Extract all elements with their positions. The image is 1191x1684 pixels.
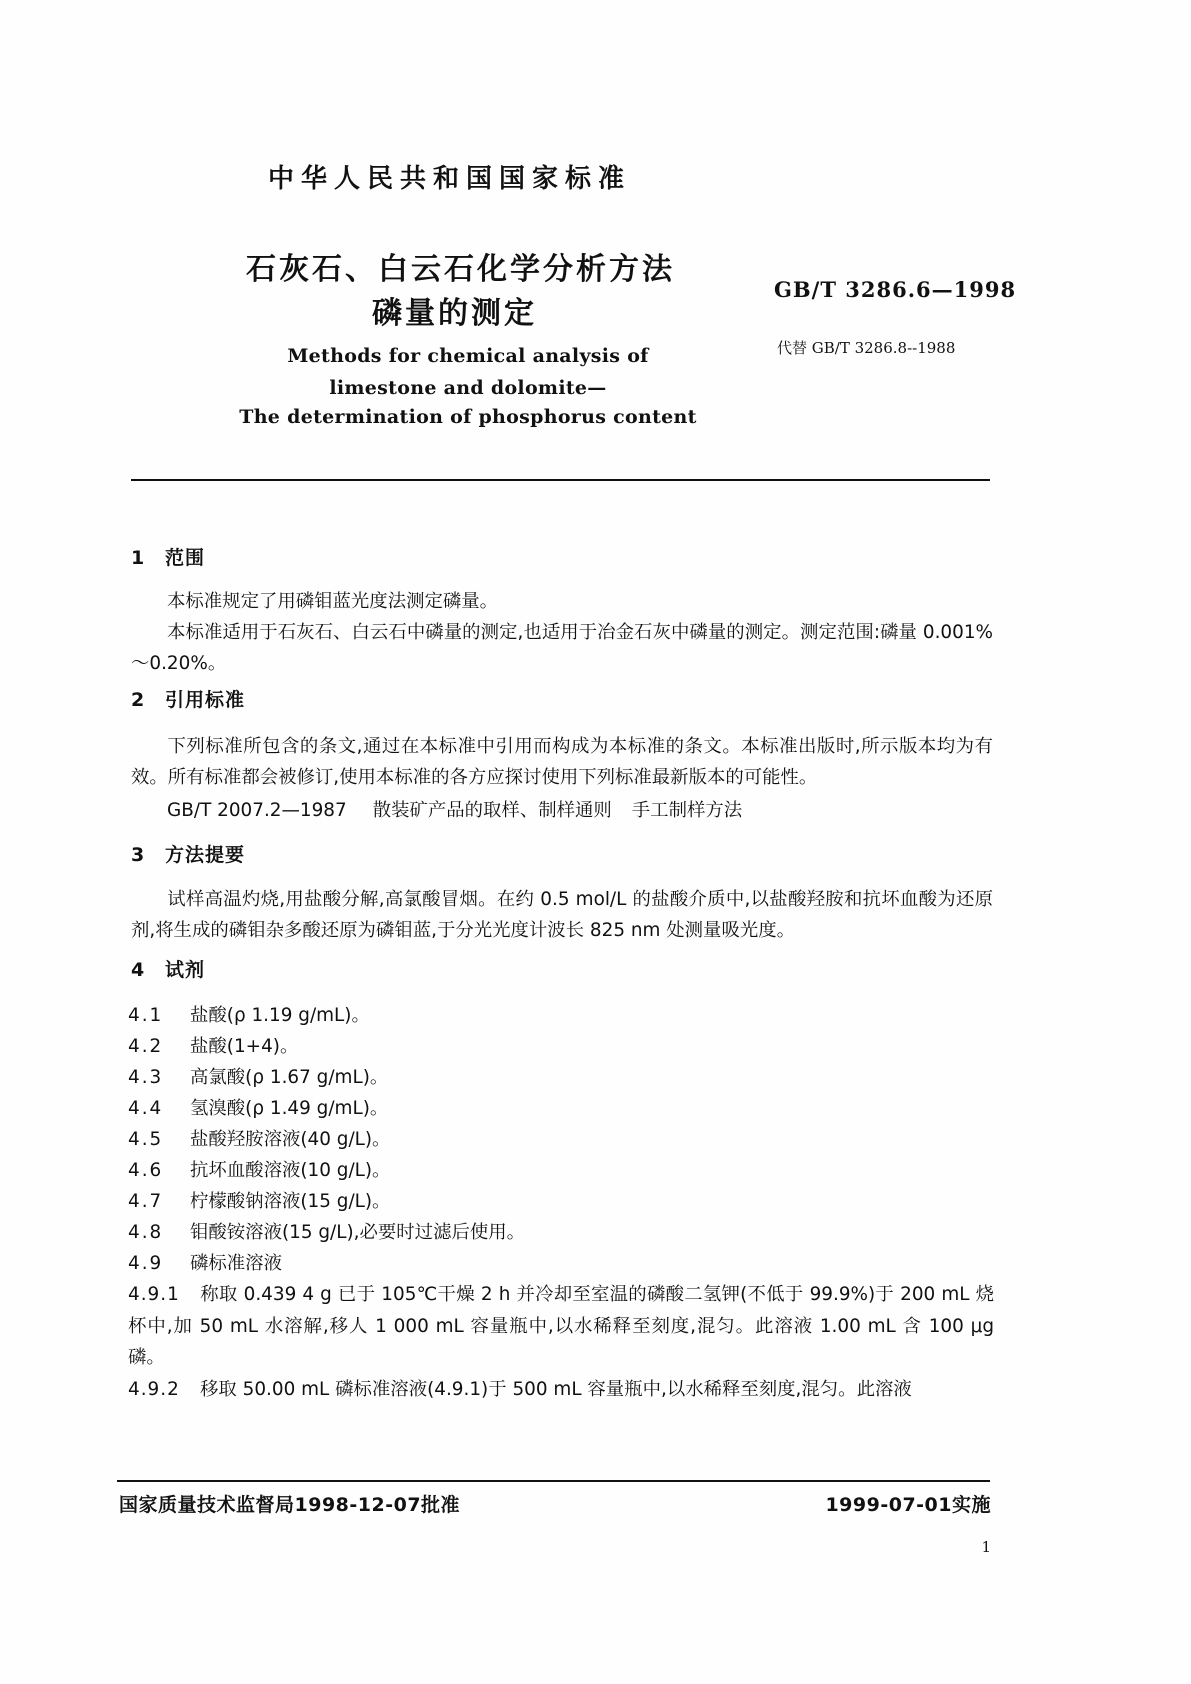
section-number-2: 2 [131,689,146,711]
reagent-item [128,1093,994,1124]
reagent-number: 4.3 [128,1067,164,1088]
section-number-1: 1 [131,547,146,569]
reagent-number: 4.8 [128,1222,164,1243]
reagent-number: 4.1 [128,1005,164,1026]
document-title-cn-line1: 石灰石、白云石化学分析方法 [246,252,675,287]
page-number: 1 [981,1538,991,1556]
section-3-paragraph-1 [131,884,993,946]
reagent-item [128,1155,994,1186]
paragraph-text: 下列标准所包含的条文,通过在本标准中引用而构成为本标准的条文。本标准出版时,所示版本均为有效。所有标准都会被修订,使用本标准的各方应探讨使用下列标准最新版本的可能性。 [131,736,993,788]
reagent-text: 盐酸(ρ 1.19 g/mL)。 [190,1005,370,1026]
reagent-item [128,1217,994,1248]
implementation-date-text: 1999-07-01实施 [825,1494,991,1516]
reagent-item [128,1031,994,1062]
reagent-subitem-4-9-1 [128,1279,994,1374]
section-number-4: 4 [131,959,146,981]
reagent-number: 4.9.2 [128,1379,180,1400]
referenced-standard-subtitle: 手工制样方法 [631,800,743,821]
reagent-text: 盐酸羟胺溶液(40 g/L)。 [190,1129,391,1150]
national-standard-label: 中华人民共和国国家标准 [268,164,632,194]
reagent-subitem-4-9-2 [128,1374,994,1406]
replaces-standard-note: 代替 GB/T 3286.8--1988 [777,339,956,357]
section-title-4: 试剂 [165,959,206,981]
reagent-text: 抗坏血酸溶液(10 g/L)。 [190,1160,391,1181]
section-heading-1 [131,543,205,570]
reagent-number: 4.2 [128,1036,164,1057]
header-divider-rule [131,479,990,481]
footer-divider-rule [117,1480,990,1482]
document-title-en-line2: limestone and dolomite— [329,377,607,399]
approval-authority-text: 国家质量技术监督局1998-12-07批准 [119,1494,461,1516]
reagent-text: 钼酸铵溶液(15 g/L),必要时过滤后使用。 [190,1222,526,1243]
section-number-3: 3 [131,844,146,866]
section-1-paragraph-2 [131,617,993,679]
reagent-text: 移取 50.00 mL 磷标准溶液(4.9.1)于 500 mL 容量瓶中,以水稀释至刻度,混匀。此溶液 [200,1379,912,1400]
reagent-number: 4.5 [128,1129,164,1150]
reagent-text: 盐酸(1+4)。 [190,1036,299,1057]
reagent-number: 4.7 [128,1191,164,1212]
reagent-number: 4.4 [128,1098,164,1119]
reagent-item [128,1124,994,1155]
reagent-number: 4.6 [128,1160,164,1181]
section-heading-3 [131,840,245,867]
reagent-number: 4.9 [128,1253,164,1274]
reagent-item [128,1186,994,1217]
reagent-item [128,1062,994,1093]
reagent-text: 高氯酸(ρ 1.67 g/mL)。 [190,1067,389,1088]
section-heading-2 [131,685,245,712]
section-title-1: 范围 [165,547,206,569]
reagent-number: 4.9.1 [128,1284,180,1305]
section-heading-4 [131,955,205,982]
reagent-text: 氢溴酸(ρ 1.49 g/mL)。 [190,1098,389,1119]
section-title-2: 引用标准 [165,689,246,711]
referenced-standard-line [167,796,742,822]
paragraph-text: 本标准适用于石灰石、白云石中磷量的测定,也适用于冶金石灰中磷量的测定。测定范围:磷量 0.001%～0.20%。 [131,622,993,674]
section-1-paragraph-1 [131,586,993,617]
referenced-standard-title: 散装矿产品的取样、制样通则 [372,800,612,821]
reagent-text: 磷标准溶液 [190,1253,282,1274]
document-title-cn-line2: 磷量的测定 [372,296,537,331]
section-title-3: 方法提要 [165,844,246,866]
reagent-text: 柠檬酸钠溶液(15 g/L)。 [190,1191,391,1212]
document-title-en-line3: The determination of phosphorus content [239,406,697,428]
referenced-standard-number: GB/T 2007.2—1987 [167,800,347,821]
paragraph-text: 本标准规定了用磷钼蓝光度法测定磷量。 [167,591,499,612]
section-2-paragraph-1 [131,731,993,793]
reagent-item [128,1000,994,1031]
paragraph-text: 试样高温灼烧,用盐酸分解,高氯酸冒烟。在约 0.5 mol/L 的盐酸介质中,以盐酸羟胺和抗坏血酸为还原剂,将生成的磷钼杂多酸还原为磷钼蓝,于分光光度计波长 825 nm 处测量吸光度。 [131,889,993,941]
standard-number: GB/T 3286.6—1998 [774,277,1017,302]
reagent-item [128,1248,994,1279]
document-title-en-line1: Methods for chemical analysis of [287,345,649,367]
reagent-text: 称取 0.439 4 g 已于 105℃干燥 2 h 并冷却至室温的磷酸二氢钾(不低于 99.9%)于 200 mL 烧杯中,加 50 mL 水溶解,移人 1 000 mL 容量瓶中,以水稀释至刻度,混匀。此溶液 1.00 mL 含 100 μg 磷。 [128,1284,994,1368]
